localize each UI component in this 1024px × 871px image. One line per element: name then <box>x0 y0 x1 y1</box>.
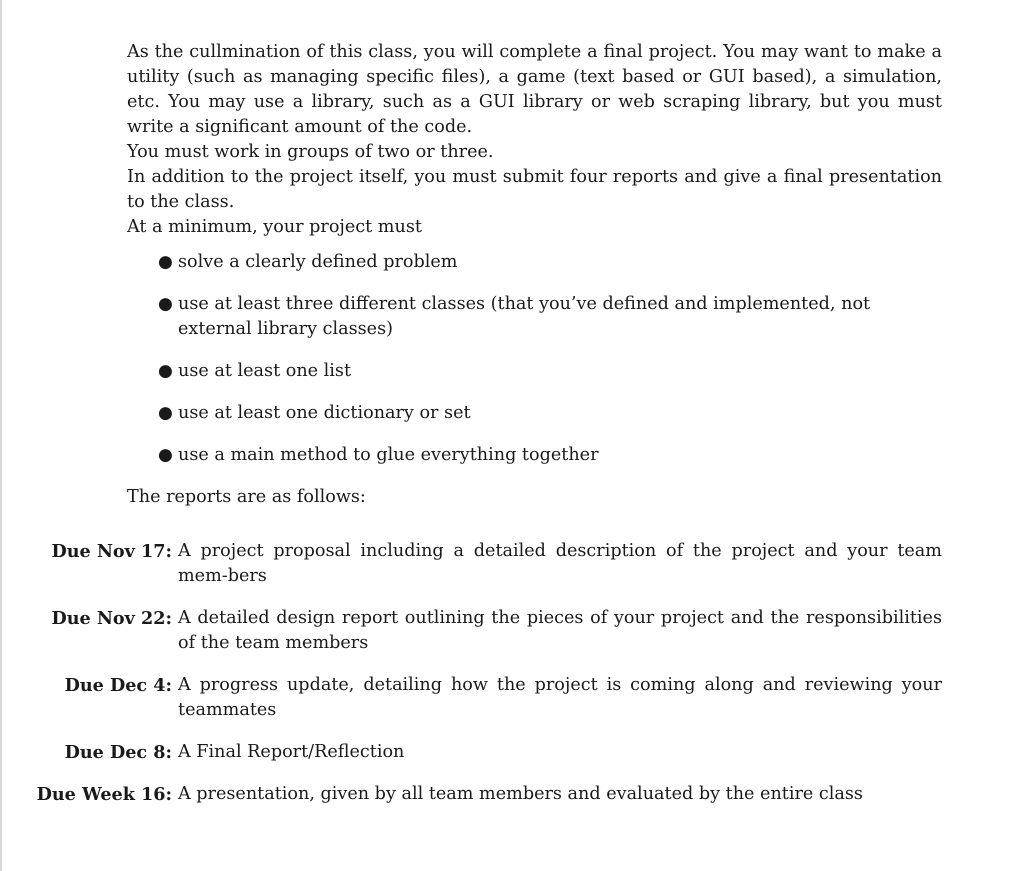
requirement-text: use at least one list <box>178 361 352 381</box>
schedule-entry <box>0 740 1024 765</box>
schedule-entry <box>0 539 1024 589</box>
reports-intro: The reports are as follows: <box>127 487 366 507</box>
list-item <box>127 401 942 426</box>
report-description: A detailed design report outlining the pieces of your project and the responsibilities of the team members <box>178 608 942 653</box>
due-date-label: Due Dec 8: <box>64 742 172 763</box>
due-date-label: Due Nov 22: <box>51 608 172 629</box>
requirement-text: solve a clearly defined problem <box>178 252 458 272</box>
list-item <box>127 359 942 384</box>
schedule-entry <box>0 673 1024 723</box>
bullet-icon: ● <box>158 445 173 465</box>
report-description: A Final Report/Reflection <box>178 742 405 762</box>
due-date-label: Due Dec 4: <box>64 675 172 696</box>
bullet-icon: ● <box>158 403 173 423</box>
bullet-icon: ● <box>158 252 173 272</box>
list-item <box>127 443 942 468</box>
schedule-entry <box>0 782 1024 807</box>
due-date-label: Due Week 16: <box>36 784 172 805</box>
report-description: A presentation, given by all team members and evaluated by the entire class <box>178 784 863 804</box>
requirements-list <box>127 250 942 468</box>
minimum-requirements-lead: At a minimum, your project must <box>127 217 422 237</box>
reports-requirement-paragraph: In addition to the project itself, you must submit four reports and give a final presentation to the class. <box>127 167 942 212</box>
report-description: A project proposal including a detailed description of the project and your team mem-bers <box>178 541 942 586</box>
requirement-text: use at least one dictionary or set <box>178 403 471 423</box>
list-item <box>127 292 942 342</box>
requirement-text: use at least three different classes (that you’ve defined and implemented, not external library classes) <box>178 294 871 339</box>
bullet-icon: ● <box>158 294 173 314</box>
assignment-body <box>127 40 942 510</box>
bullet-icon: ● <box>158 361 173 381</box>
report-description: A progress update, detailing how the project is coming along and reviewing your teammates <box>178 675 942 720</box>
requirement-text: use a main method to glue everything together <box>178 445 599 465</box>
due-date-label: Due Nov 17: <box>51 541 172 562</box>
report-schedule <box>0 539 1024 824</box>
schedule-entry <box>0 606 1024 656</box>
list-item <box>127 250 942 275</box>
group-size-paragraph: You must work in groups of two or three. <box>127 142 494 162</box>
intro-paragraph: As the cullmination of this class, you will complete a final project. You may want to make a utility (such as managing specific files), a game (text based or GUI based), a simulation, etc. You may use a library, such as a GUI library or web scraping library, but you must write a significant amount of the code. <box>127 42 942 137</box>
